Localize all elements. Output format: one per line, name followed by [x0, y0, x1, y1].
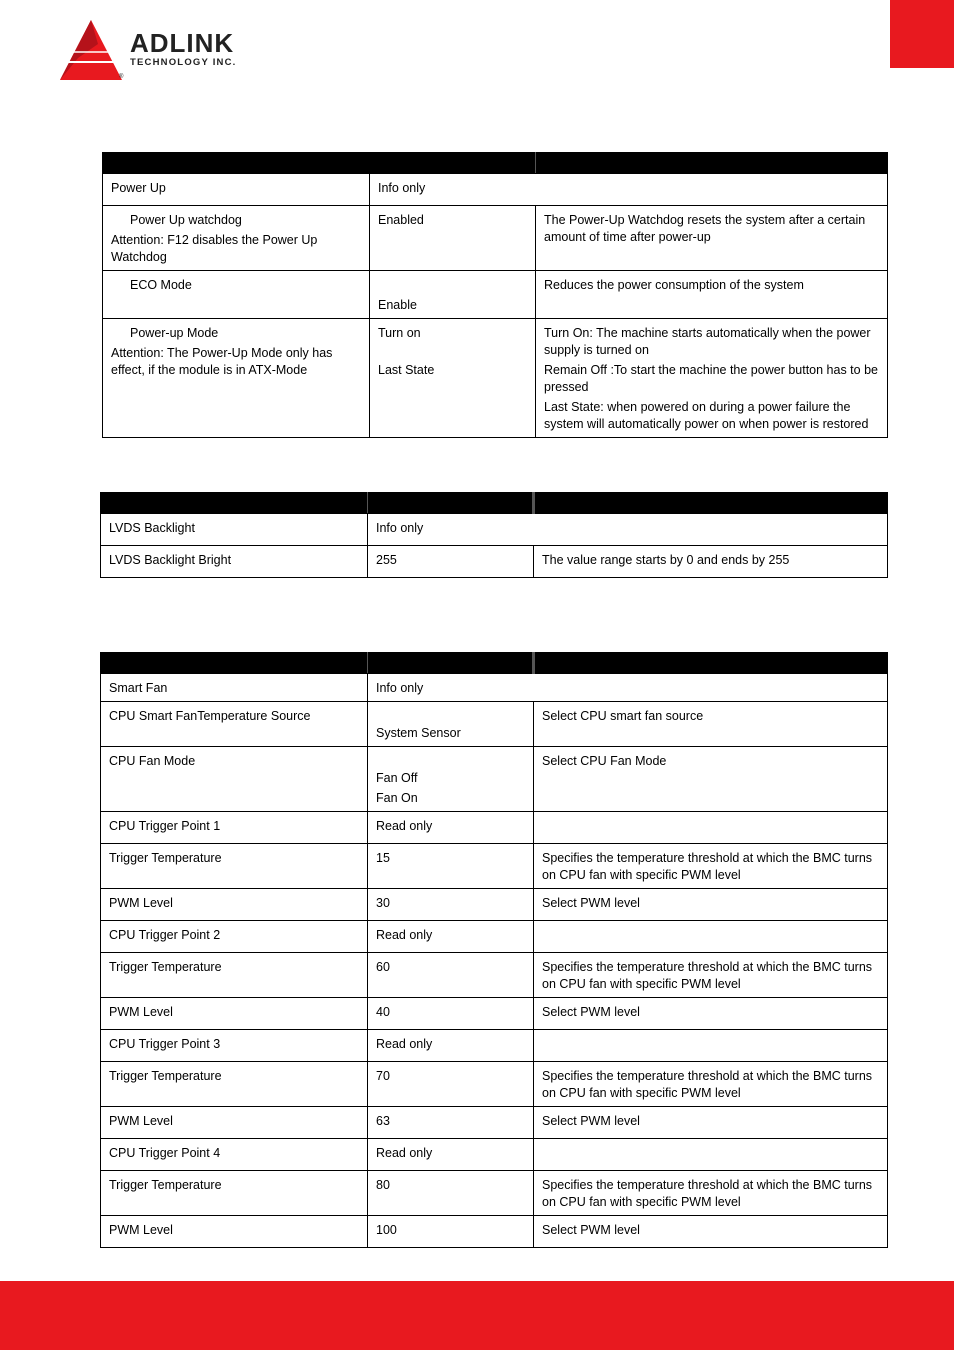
row-desc: Select CPU smart fan source: [534, 702, 888, 747]
row-name: CPU Trigger Point 3: [101, 1030, 368, 1062]
row-value: System Sensor: [376, 726, 461, 740]
table-row: [101, 546, 888, 578]
row-value: Info only: [368, 514, 888, 546]
table-row: [101, 1030, 888, 1062]
row-desc: Select CPU Fan Mode: [534, 747, 888, 812]
row-value: Read only: [368, 1139, 534, 1171]
table-row: [101, 844, 888, 889]
row-desc: Specifies the temperature threshold at which the BMC turns on CPU fan with specific PWM level: [534, 953, 888, 998]
row-value-option: Last State: [378, 363, 435, 377]
row-desc: [534, 812, 888, 844]
row-desc: Remain Off :To start the machine the power button has to be pressed: [544, 363, 878, 394]
row-value-cell: [368, 702, 534, 747]
row-value-option: Fan On: [376, 791, 418, 805]
row-desc: Turn On: The machine starts automatically when the power supply is turned on: [544, 326, 871, 357]
table-header-row: [103, 153, 888, 174]
row-value: 30: [368, 889, 534, 921]
row-desc: Specifies the temperature threshold at which the BMC turns on CPU fan with specific PWM level: [534, 1062, 888, 1107]
table-row: [101, 921, 888, 953]
row-note: Attention: The Power-Up Mode only has effect, if the module is in ATX-Mode: [111, 346, 333, 377]
row-value-cell: [370, 271, 536, 319]
footer-bar: [0, 1281, 954, 1350]
row-note: Attention: F12 disables the Power Up Watchdog: [111, 233, 318, 264]
corner-tab: [890, 0, 954, 68]
row-name: Trigger Temperature: [101, 953, 368, 998]
adlink-logo: [58, 18, 268, 86]
row-name: Smart Fan: [101, 674, 368, 702]
adlink-triangle-icon: [58, 18, 128, 86]
row-name: LVDS Backlight: [101, 514, 368, 546]
table-row: [101, 1171, 888, 1216]
table-row: [101, 953, 888, 998]
row-value-option: Fan Off: [376, 771, 418, 785]
row-value: 63: [368, 1107, 534, 1139]
row-desc: Reduces the power consumption of the system: [536, 271, 888, 319]
row-desc: The Power-Up Watchdog resets the system after a certain amount of time after power-up: [536, 206, 888, 271]
smart-fan-settings-table: [100, 652, 888, 1248]
table-row: [101, 702, 888, 747]
table-row: [103, 206, 888, 271]
table-row: [101, 998, 888, 1030]
row-name: Trigger Temperature: [101, 1062, 368, 1107]
row-value: Read only: [368, 812, 534, 844]
table-row: [101, 674, 888, 702]
row-name: PWM Level: [101, 889, 368, 921]
row-value: Read only: [368, 1030, 534, 1062]
logo-wordmark: ADLINK: [130, 28, 235, 58]
row-desc: [534, 1030, 888, 1062]
row-desc: [534, 1139, 888, 1171]
row-desc: [534, 921, 888, 953]
row-value: 15: [368, 844, 534, 889]
row-name: Power Up: [103, 174, 370, 206]
row-desc-cell: [536, 319, 888, 438]
row-name: CPU Trigger Point 4: [101, 1139, 368, 1171]
row-desc: Select PWM level: [534, 998, 888, 1030]
row-name: LVDS Backlight Bright: [101, 546, 368, 578]
row-desc: Specifies the temperature threshold at which the BMC turns on CPU fan with specific PWM level: [534, 844, 888, 889]
table-row: [101, 1062, 888, 1107]
row-value: 60: [368, 953, 534, 998]
row-value: Enable: [378, 298, 417, 312]
row-desc: Specifies the temperature threshold at which the BMC turns on CPU fan with specific PWM level: [534, 1171, 888, 1216]
row-value-cell: [370, 319, 536, 438]
row-value-option: Turn on: [378, 326, 421, 340]
table-row: [101, 889, 888, 921]
row-value: Info only: [370, 174, 888, 206]
row-value: Info only: [368, 674, 888, 702]
row-name-cell: [103, 206, 370, 271]
row-name: Trigger Temperature: [101, 1171, 368, 1216]
table-row: [101, 514, 888, 546]
row-name: CPU Trigger Point 2: [101, 921, 368, 953]
row-name: PWM Level: [101, 1107, 368, 1139]
table-row: [101, 747, 888, 812]
row-desc: Select PWM level: [534, 1107, 888, 1139]
row-name-cell: [103, 319, 370, 438]
registered-mark: ®: [119, 74, 124, 80]
table-row: [103, 174, 888, 206]
row-name-cell: [103, 271, 370, 319]
table-row: [101, 1216, 888, 1248]
row-value-cell: [368, 747, 534, 812]
row-name: CPU Smart FanTemperature Source: [101, 702, 368, 747]
row-name: CPU Fan Mode: [101, 747, 368, 812]
table-row: [103, 271, 888, 319]
row-name: CPU Trigger Point 1: [101, 812, 368, 844]
table-header-row: [101, 493, 888, 514]
row-value: Read only: [368, 921, 534, 953]
row-value: 255: [368, 546, 534, 578]
row-value: 40: [368, 998, 534, 1030]
row-value: 80: [368, 1171, 534, 1216]
row-name: Power Up watchdog: [130, 213, 242, 227]
row-name: PWM Level: [101, 998, 368, 1030]
table-row: [103, 319, 888, 438]
row-desc: Last State: when powered on during a power failure the system will automatically power on when power is restored: [544, 400, 869, 431]
row-value: Enabled: [370, 206, 536, 271]
row-desc: The value range starts by 0 and ends by 255: [534, 546, 888, 578]
table-row: [101, 1107, 888, 1139]
row-name: Power-up Mode: [130, 326, 219, 340]
table-row: [101, 812, 888, 844]
row-desc: Select PWM level: [534, 1216, 888, 1248]
power-settings-table: [102, 152, 888, 438]
table-row: [101, 1139, 888, 1171]
row-desc: Select PWM level: [534, 889, 888, 921]
row-value: 70: [368, 1062, 534, 1107]
row-name: Trigger Temperature: [101, 844, 368, 889]
row-name: ECO Mode: [130, 278, 192, 292]
logo-subtitle: TECHNOLOGY INC.: [130, 57, 237, 68]
row-value: 100: [368, 1216, 534, 1248]
lvds-settings-table: [100, 492, 888, 578]
table-header-row: [101, 653, 888, 674]
row-name: PWM Level: [101, 1216, 368, 1248]
